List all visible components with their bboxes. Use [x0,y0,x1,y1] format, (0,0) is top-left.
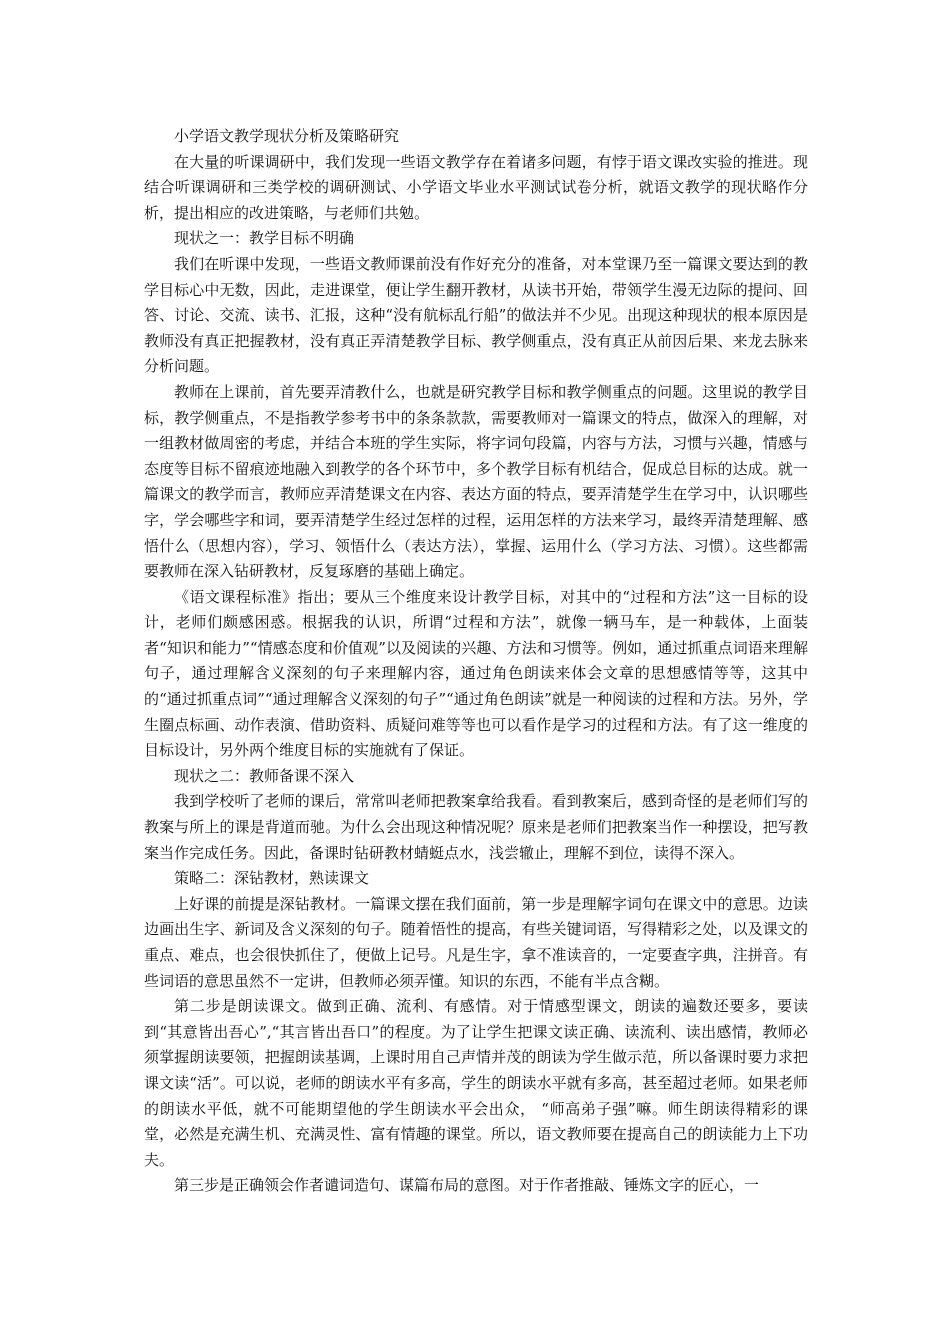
document-title: 小学语文教学现状分析及策略研究 [174,127,400,145]
paragraph: 我到学校听了老师的课后，常常叫老师把教案拿给我看。看到教案后，感到奇怪的是老师们写的教案与所上的课是背道而驰。为什么会出现这种情况呢？原来是老师们把教案当作一种摆设，把写教案当作完成任务。因此，备课时钻研教材蜻蜓点水，浅尝辙止，理解不到位，读得不深入。 [144,792,808,862]
paragraph-intro: 在大量的听课调研中，我们发现一些语文教学存在着诸多问题，有悖于语文课改实验的推进。现结合听课调研和三类学校的调研测试、小学语文毕业水平测试试卷分析，就语文教学的现状略作分析，提出相应的改进策略，与老师们共勉。 [144,152,808,222]
section-heading-strategy-2: 策略二：深钻教材，熟读课文 [174,869,370,888]
document-body [144,124,808,1199]
paragraph: 《语文课程标准》指出；要从三个维度来设计教学目标，对其中的“过程和方法”这一目标的设计，老师们颇感困惑。根据我的认识，所谓“过程和方法”，就像一辆马车，是一种载体，上面装者“知识和能力”“情感态度和价值观”以及阅读的兴趣、方法和习惯等。例如，通过抓重点词语来理解句子，通过理解含义深刻的句子来理解内容，通过角色朗读来体会文章的思想感情等等，这其中的“通过抓重点词”“通过理解含义深刻的句子”“通过角色朗读”就是一种阅读的过程和方法。另外，学生圈点标画、动作表演、借助资料、质疑问难等等也可以看作是学习的过程和方法。有了这一维度的目标设计，另外两个维度目标的实施就有了保证。 [144,587,808,760]
paragraph: 教师在上课前，首先要弄清教什么，也就是研究教学目标和教学侧重点的问题。这里说的教学目标，教学侧重点，不是指教学参考书中的条条款款，需要教师对一篇课文的特点，做深入的理解，对一组教材做周密的考虑，并结合本班的学生实际，将字词句段篇，内容与方法，习惯与兴趣，情感与态度等目标不留痕迹地融入到教学的各个环节中，多个教学目标有机结合，促成总目标的达成。就一篇课文的教学而言，教师应弄清楚课文在内容、表达方面的特点，要弄清楚学生在学习中，认识哪些字，学会哪些字和词，要弄清楚学生经过怎样的过程，运用怎样的方法来学习，最终弄清楚理解、感悟什么（思想内容），学习、领悟什么（表达方法），掌握、运用什么（学习方法、习惯）。这些都需要教师在深入钻研教材，反复琢磨的基础上确定。 [144,382,808,581]
paragraph: 上好课的前提是深钻教材。一篇课文摆在我们面前，第一步是理解字词句在课文中的意思。边读边画出生字、新词及含义深刻的句子。随着悟性的提高，有些关键词语，写得精彩之处，以及课文的重点、难点，也会很快抓住了，便做上记号。凡是生字，拿不准读音的，一定要查字典，注拼音。有些词语的意思虽然不一定讲，但教师必须弄懂。知识的东西，不能有半点含糊。 [144,894,808,990]
section-heading-status-2: 现状之二：教师备课不深入 [174,766,355,785]
paragraph: 第二步是朗读课文。做到正确、流利、有感情。对于情感型课文，朗读的遍数还要多，要读到“其意皆出吾心”,“其言皆出吾口”的程度。为了让学生把课文读正确、读流利、读出感情，教师必须掌握朗读要领，把握朗读基调，上课时用自己声情并茂的朗读为学生做示范，所以备课时要力求把课文读“活”。可以说，老师的朗读水平有多高，学生的朗读水平就有多高，甚至超过老师。如果老师的朗读水平低，就不可能期望他的学生朗读水平会出众， “师高弟子强”嘛。师生朗读得精彩的课堂，必然是充满生机、充满灵性、富有情趣的课堂。所以，语文教师要在提高自己的朗读能力上下功夫。 [144,997,808,1169]
paragraph: 我们在听课中发现，一些语文教师课前没有作好充分的准备，对本堂课乃至一篇课文要达到的教学目标心中无数，因此，走进课堂，便让学生翻开教材，从读书开始，带领学生漫无边际的提问、回答、讨论、交流、读书、汇报，这种“没有航标乱行船”的做法并不少见。出现这种现状的根本原因是教师没有真正把握教材，没有真正弄清楚教学目标、教学侧重点，没有真正从前因后果、来龙去脉来分析问题。 [144,254,808,376]
paragraph: 第三步是正确领会作者谴词造句、谋篇布局的意图。对于作者推敲、锤炼文字的匠心，一 [174,1176,760,1195]
section-heading-status-1: 现状之一：教学目标不明确 [174,229,355,248]
